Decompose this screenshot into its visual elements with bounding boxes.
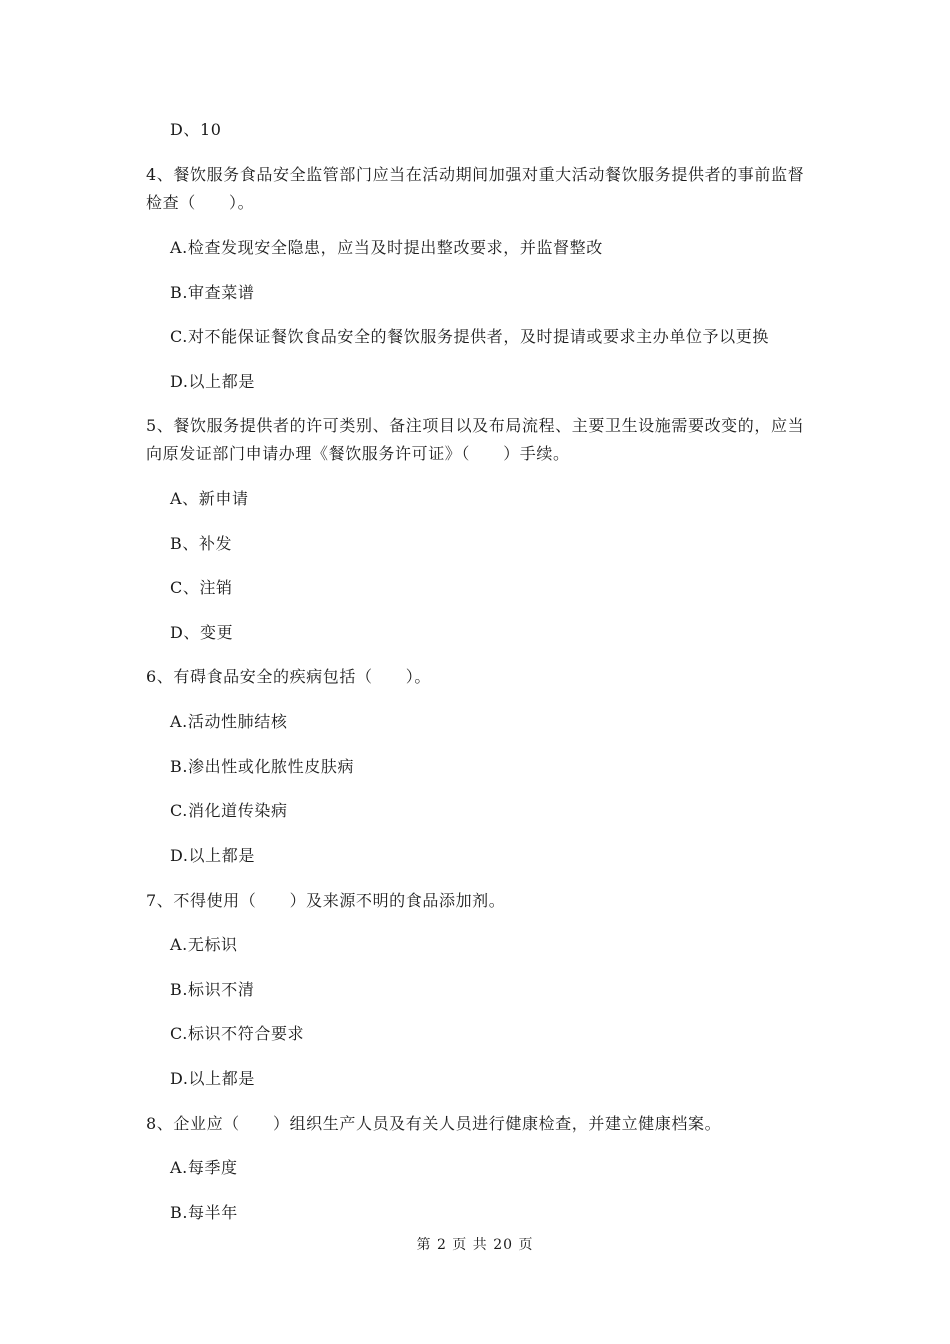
question-6: 6、有碍食品安全的疾病包括（ ）。: [146, 667, 431, 686]
question-4-line-2: 检查（ ）。: [146, 193, 255, 212]
question-5-line-2: 向原发证部门申请办理《餐饮服务许可证》（ ）手续。: [146, 444, 570, 463]
option-b-q7: B.标识不清: [170, 980, 255, 999]
question-5-line-1: 5、餐饮服务提供者的许可类别、备注项目以及布局流程、主要卫生设施需要改变的，应当: [146, 416, 805, 435]
question-4-line-1: 4、餐饮服务食品安全监管部门应当在活动期间加强对重大活动餐饮服务提供者的事前监督: [146, 165, 805, 184]
option-a-q7: A.无标识: [170, 935, 238, 954]
question-7: 7、不得使用（ ）及来源不明的食品添加剂。: [146, 891, 506, 910]
option-c-q7: C.标识不符合要求: [170, 1024, 305, 1043]
option-b-q5: B、补发: [170, 534, 233, 553]
option-d-q4: D.以上都是: [170, 372, 255, 391]
page-footer: 第 2 页 共 20 页: [416, 1237, 534, 1253]
option-d-q3: D、10: [170, 120, 222, 139]
option-a-q4: A.检查发现安全隐患，应当及时提出整改要求，并监督整改: [170, 238, 603, 257]
option-c-q4: C.对不能保证餐饮食品安全的餐饮服务提供者，及时提请或要求主办单位予以更换: [170, 327, 769, 346]
option-b-q4: B.审查菜谱: [170, 283, 255, 302]
option-a-q8: A.每季度: [170, 1158, 238, 1177]
option-a-q6: A.活动性肺结核: [170, 712, 288, 731]
option-d-q7: D.以上都是: [170, 1069, 255, 1088]
option-b-q8: B.每半年: [170, 1203, 238, 1222]
option-c-q6: C.消化道传染病: [170, 801, 288, 820]
question-8: 8、企业应（ ）组织生产人员及有关人员进行健康检查，并建立健康档案。: [146, 1114, 722, 1133]
option-b-q6: B.渗出性或化脓性皮肤病: [170, 757, 355, 776]
option-a-q5: A、新申请: [170, 489, 249, 508]
option-d-q6: D.以上都是: [170, 846, 255, 865]
option-c-q5: C、注销: [170, 578, 233, 597]
option-d-q5: D、变更: [170, 623, 234, 642]
